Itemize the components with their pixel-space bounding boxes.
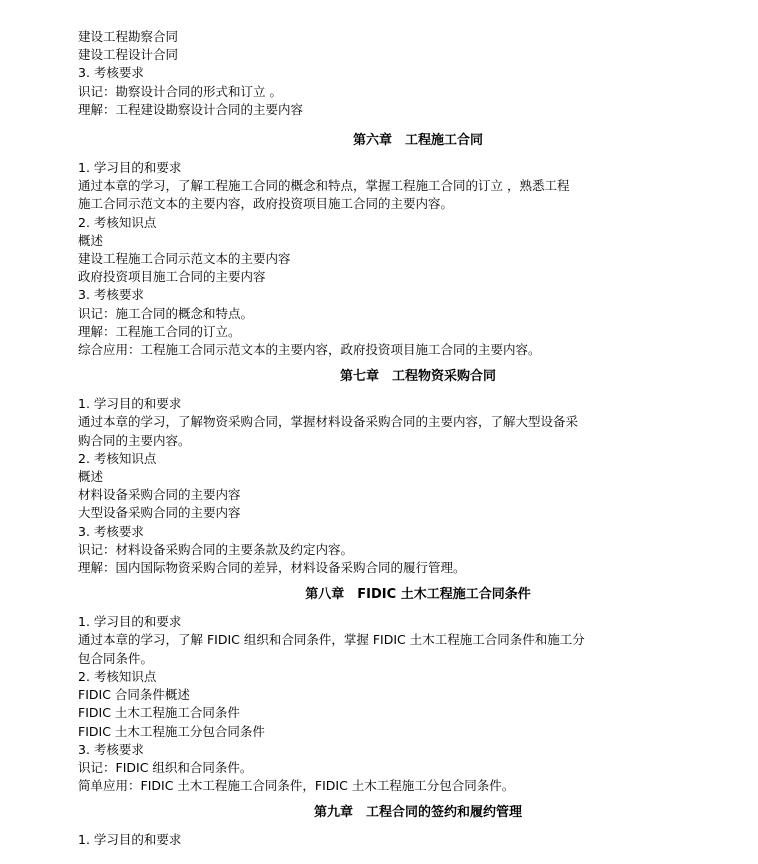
chapter-heading: 第九章 工程合同的签约和履约管理 xyxy=(313,805,522,821)
chapter-heading: 第七章 工程物资采购合同 xyxy=(339,369,496,385)
text-line: 建设工程勘察合同 xyxy=(78,29,179,44)
text-line: 建设工程设计合同 xyxy=(78,47,179,63)
text-line: 3. 考核要求 xyxy=(78,741,144,757)
text-line: 概述 xyxy=(78,232,104,248)
text-line: 包合同条件。 xyxy=(78,650,154,666)
text-line: 综合应用：工程施工合同示范文本的主要内容，政府投资项目施工合同的主要内容。 xyxy=(78,342,541,358)
text-line: FIDIC 土木工程施工合同条件 xyxy=(78,705,240,721)
text-line: 识记：材料设备采购合同的主要条款及约定内容。 xyxy=(78,541,354,557)
text-line: 识记：勘察设计合同的形式和订立 。 xyxy=(78,83,282,99)
chapter-heading: 第六章 工程施工合同 xyxy=(352,133,483,149)
text-line: 建设工程施工合同示范文本的主要内容 xyxy=(78,251,291,267)
text-line: 3. 考核要求 xyxy=(78,65,144,81)
text-line: 识记：FIDIC 组织和合同条件。 xyxy=(78,759,253,775)
text-line: 简单应用：FIDIC 土木工程施工合同条件，FIDIC 土木工程施工分包合同条件。 xyxy=(78,778,515,794)
text-line: FIDIC 土木工程施工分包合同条件 xyxy=(78,723,265,739)
text-line: 3. 考核要求 xyxy=(78,523,144,539)
chapter-section xyxy=(78,132,758,359)
text-line: 大型设备采购合同的主要内容 xyxy=(78,505,241,521)
text-line: 识记：施工合同的概念和特点。 xyxy=(78,305,254,321)
chapter-section xyxy=(78,586,758,795)
chapter-section xyxy=(78,804,758,849)
text-line: 2. 考核知识点 xyxy=(78,668,157,684)
text-line: 1. 学习目的和要求 xyxy=(78,614,182,630)
chapter-heading: 第八章 FIDIC 土木工程施工合同条件 xyxy=(305,587,531,603)
text-line: FIDIC 合同条件概述 xyxy=(78,687,190,703)
text-line: 2. 考核知识点 xyxy=(78,214,157,230)
text-line: 3. 考核要求 xyxy=(78,287,144,303)
text-line: 通过本章的学习，了解工程施工合同的概念和特点，掌握工程施工合同的订立 ，熟悉工程 xyxy=(78,178,570,194)
text-line: 理解：国内国际物资采购合同的差异，材料设备采购合同的履行管理。 xyxy=(78,560,466,576)
text-line: 概述 xyxy=(78,469,104,485)
text-line: 材料设备采购合同的主要内容 xyxy=(78,487,241,503)
text-line: 理解：工程建设勘察设计合同的主要内容 xyxy=(78,101,304,117)
text-line: 1. 学习目的和要求 xyxy=(78,832,182,848)
text-line: 政府投资项目施工合同的主要内容 xyxy=(78,269,266,285)
text-line: 2. 考核知识点 xyxy=(78,450,157,466)
text-line: 通过本章的学习，了解 FIDIC 组织和合同条件，掌握 FIDIC 土木工程施工合同条件和施工分 xyxy=(78,632,585,648)
text-line: 1. 学习目的和要求 xyxy=(78,396,182,412)
text-line: 1. 学习目的和要求 xyxy=(78,160,182,176)
text-line: 通过本章的学习，了解物资采购合同，掌握材料设备采购合同的主要内容，了解大型设备采 xyxy=(78,414,579,430)
text-line: 理解：工程施工合同的订立。 xyxy=(78,323,241,339)
text-line: 施工合同示范文本的主要内容，政府投资项目施工合同的主要内容。 xyxy=(78,196,454,212)
chapter-section xyxy=(78,368,758,577)
text-line: 购合同的主要内容。 xyxy=(78,432,191,448)
intro-section xyxy=(78,28,758,119)
